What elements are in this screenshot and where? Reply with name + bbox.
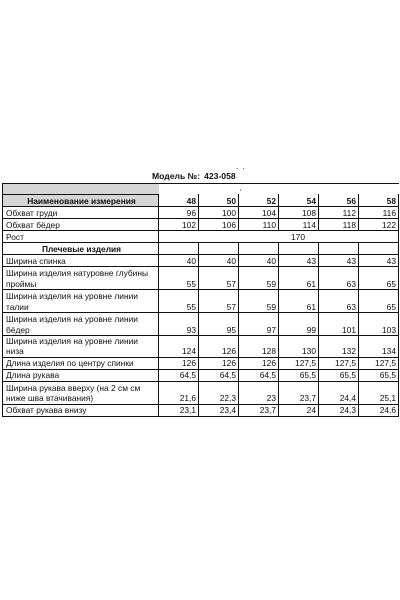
rost-row (3, 230, 399, 242)
value-cell: 59 (239, 289, 279, 312)
rost-value: 170 (159, 230, 399, 242)
value-cell: 126 (199, 357, 239, 369)
value-cell: 43 (279, 254, 319, 266)
value-cell: 95 (199, 312, 239, 335)
value-cell: 112 (319, 206, 359, 218)
measure-label (3, 335, 159, 357)
value-cell: 55 (159, 289, 199, 312)
value-cell: 134 (359, 335, 399, 357)
value-cell: 40 (199, 254, 239, 266)
measure-label (3, 369, 159, 381)
size-50: 50 (199, 194, 239, 206)
value-cell: 128 (239, 335, 279, 357)
value-cell: 23,7 (279, 381, 319, 404)
measurements-table (2, 183, 399, 417)
value-cell: 24,6 (359, 404, 399, 416)
value-cell: 64,5 (239, 369, 279, 381)
measure-label-line: Ширина изделия на уровне линии низа (6, 335, 138, 357)
value-cell: 124 (159, 335, 199, 357)
measure-label (3, 266, 159, 289)
size-54: 54 (279, 194, 319, 206)
value-cell: 40 (239, 254, 279, 266)
header-top-cell (279, 184, 319, 195)
value-cell: 132 (319, 335, 359, 357)
measure-label-line: Ширина изделия на уровне линии (6, 291, 138, 302)
measure-label-line: Длина изделия по центру спинки (6, 358, 134, 369)
table-row (3, 381, 399, 404)
value-cell: 64,5 (159, 369, 199, 381)
measure-label: Обхват груди (3, 206, 159, 218)
value-cell: 23,1 (159, 404, 199, 416)
header-top-row (3, 184, 399, 195)
value-cell: 65 (359, 289, 399, 312)
measure-label-line: Обхват рукава внизу (6, 405, 87, 416)
table-row (3, 404, 399, 416)
value-cell: 126 (159, 357, 199, 369)
measure-label-line: Длина рукава (6, 370, 60, 381)
rost-label: Рост (3, 230, 159, 242)
value-cell: 22,3 (199, 381, 239, 404)
measure-label-line: проймы (6, 278, 37, 289)
value-cell: 93 (159, 312, 199, 335)
table-row (3, 289, 399, 312)
value-cell: 63 (319, 289, 359, 312)
empty-cell (199, 242, 239, 254)
value-cell: 25,1 (359, 381, 399, 404)
measure-label-line: Ширина изделия натуровне глубины (6, 268, 148, 279)
table-row (3, 206, 399, 218)
value-cell: 104 (239, 206, 279, 218)
measure-label (3, 404, 159, 416)
measure-label (3, 381, 159, 404)
value-cell: 23 (239, 381, 279, 404)
value-cell: 24,3 (319, 404, 359, 416)
value-cell: 57 (199, 289, 239, 312)
empty-cell (279, 242, 319, 254)
value-cell: 40 (159, 254, 199, 266)
value-cell: 61 (279, 289, 319, 312)
table-row (3, 218, 399, 230)
section-title-row (3, 242, 399, 254)
empty-cell (359, 242, 399, 254)
header-name-label: Наименование измерения (3, 194, 159, 206)
measure-label-line: Ширина рукава вверху (на 2 см см (6, 382, 141, 393)
measure-label-line: талии (6, 301, 29, 312)
header-comma: , (239, 185, 242, 192)
value-cell: 110 (239, 218, 279, 230)
measure-label-line: Ширина изделия на уровне линии (6, 314, 138, 325)
value-cell: 65,5 (279, 369, 319, 381)
model-code: 423-058 (204, 171, 236, 181)
header-row (3, 194, 399, 206)
measure-label-line: ниже шва втачивания) (6, 393, 94, 404)
header-top-cell (319, 184, 359, 195)
table-row (3, 357, 399, 369)
value-cell: 106 (199, 218, 239, 230)
value-cell: 65,5 (359, 369, 399, 381)
value-cell: 64,5 (199, 369, 239, 381)
value-cell: 97 (239, 312, 279, 335)
size-48: 48 (159, 194, 199, 206)
header-top-cell (359, 184, 399, 195)
decorative-marks: . . (236, 162, 246, 171)
value-cell: 108 (279, 206, 319, 218)
value-cell: 61 (279, 266, 319, 289)
measure-label (3, 312, 159, 335)
empty-cell (239, 242, 279, 254)
value-cell: 116 (359, 206, 399, 218)
value-cell: 24,4 (319, 381, 359, 404)
model-number (152, 171, 236, 181)
value-cell: 127,5 (319, 357, 359, 369)
table-row (3, 266, 399, 289)
measure-label-line: бёдер (6, 324, 30, 335)
section-title: Плечевые изделия (3, 242, 159, 254)
value-cell: 63 (319, 266, 359, 289)
value-cell: 122 (359, 218, 399, 230)
value-cell: 100 (199, 206, 239, 218)
measure-label (3, 289, 159, 312)
value-cell: 103 (359, 312, 399, 335)
header-top-cell (199, 184, 239, 195)
model-label: Модель №: (152, 171, 201, 181)
value-cell: 99 (279, 312, 319, 335)
header-top-label-cell (3, 184, 159, 195)
value-cell: 23,7 (239, 404, 279, 416)
value-cell: 55 (159, 266, 199, 289)
value-cell: 65,5 (319, 369, 359, 381)
value-cell: 21,6 (159, 381, 199, 404)
measure-label (3, 357, 159, 369)
size-56: 56 (319, 194, 359, 206)
value-cell: 101 (319, 312, 359, 335)
table-row (3, 335, 399, 357)
value-cell: 43 (319, 254, 359, 266)
value-cell: 96 (159, 206, 199, 218)
header-top-cell (239, 184, 279, 195)
header-top-cell (159, 184, 199, 195)
value-cell: 114 (279, 218, 319, 230)
value-cell: 24 (279, 404, 319, 416)
size-58: 58 (359, 194, 399, 206)
measure-label-line: Ширина спинка (6, 255, 66, 266)
value-cell: 65 (359, 266, 399, 289)
empty-cell (159, 242, 199, 254)
value-cell: 59 (239, 266, 279, 289)
value-cell: 57 (199, 266, 239, 289)
value-cell: 127,5 (359, 357, 399, 369)
table-row (3, 369, 399, 381)
value-cell: 127,5 (279, 357, 319, 369)
empty-cell (319, 242, 359, 254)
value-cell: 102 (159, 218, 199, 230)
measure-label (3, 254, 159, 266)
value-cell: 23,4 (199, 404, 239, 416)
table-row (3, 254, 399, 266)
value-cell: 126 (239, 357, 279, 369)
size-52: 52 (239, 194, 279, 206)
value-cell: 43 (359, 254, 399, 266)
value-cell: 126 (199, 335, 239, 357)
value-cell: 118 (319, 218, 359, 230)
measure-label: Обхват бёдер (3, 218, 159, 230)
table-row (3, 312, 399, 335)
value-cell: 130 (279, 335, 319, 357)
